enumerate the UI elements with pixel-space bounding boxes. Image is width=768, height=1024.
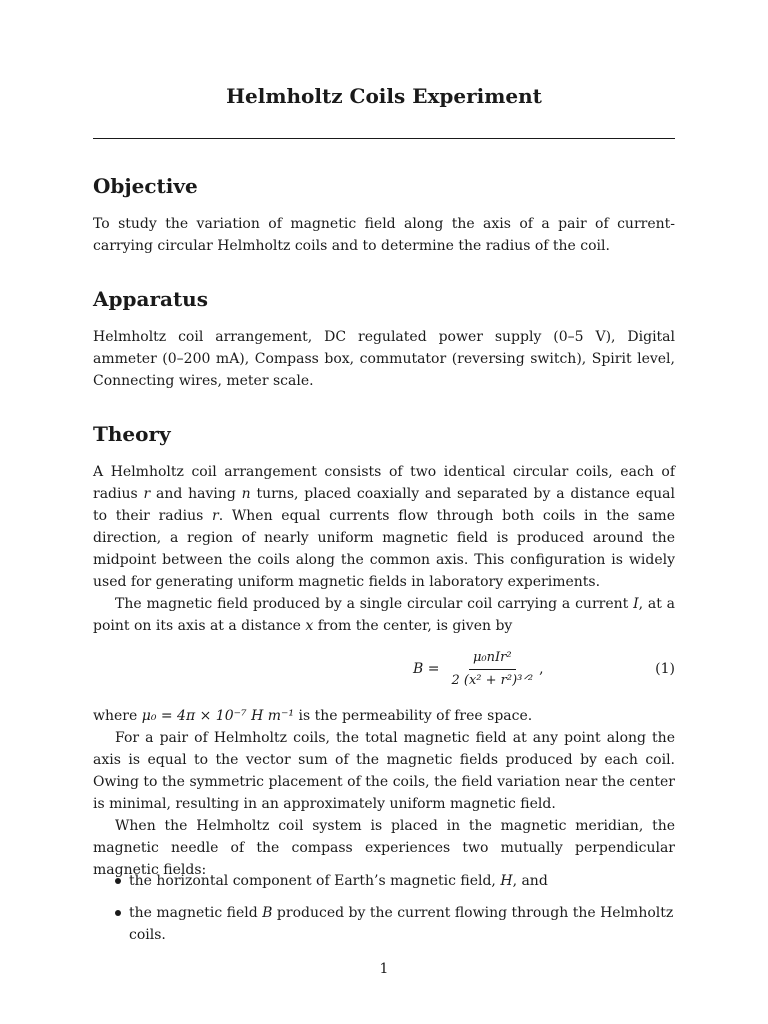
field-list	[113, 870, 675, 946]
equation-1-body	[413, 646, 544, 692]
theory-p2-text-c: from the center, is given by	[313, 618, 513, 634]
page-number: 1	[379, 961, 389, 977]
symbol-x: x	[305, 618, 314, 634]
list-item-text-a: the horizontal component of Earth’s magnetic field,	[129, 873, 501, 889]
equation-1-numerator: μ₀nIr²	[469, 649, 516, 670]
list-item-text-b: produced by the current flowing through the Helmholtz coils.	[129, 905, 674, 943]
bullet-icon	[115, 910, 121, 916]
objective-text: To study the variation of magnetic field along the axis of a pair of current-carrying circular Helmholtz coils and to determine the radius of the coil.	[93, 216, 675, 254]
theory-paragraph-3	[93, 705, 675, 727]
equation-1-number: (1)	[655, 661, 675, 677]
equation-1-trailing-comma: ,	[539, 661, 544, 677]
equation-1-denominator: 2 (x² + r²)³ᐟ²	[451, 672, 534, 688]
theory-p2-text-a: The magnetic field produced by a single circular coil carrying a current	[115, 596, 634, 612]
theory-paragraph-1	[93, 461, 675, 593]
equation-1-lhs: B =	[413, 661, 440, 677]
list-item-text-b: , and	[512, 873, 548, 889]
symbol-r-2: r	[212, 508, 219, 524]
symbol-B: B	[262, 905, 273, 921]
list-item	[113, 870, 675, 892]
theory-heading: Theory	[93, 422, 171, 446]
symbol-I: I	[633, 596, 639, 612]
objective-heading: Objective	[93, 174, 198, 198]
theory-p1-text-b: and having	[150, 486, 242, 502]
bullet-icon	[115, 878, 121, 884]
theory-p3-text-a: where	[93, 708, 142, 724]
theory-p3-text-b: is the permeability of free space.	[294, 708, 533, 724]
symbol-n: n	[241, 486, 251, 502]
symbol-H: H	[500, 873, 513, 889]
title-rule	[93, 138, 675, 139]
theory-p1-text-c: turns, placed coaxially and separated by a distance equal to their radius	[93, 486, 675, 524]
permeability-expression: μ₀ = 4π × 10⁻⁷ H m⁻¹	[141, 708, 295, 724]
equation-1-fraction	[447, 649, 537, 690]
apparatus-text: Helmholtz coil arrangement, DC regulated power supply (0–5 V), Digital ammeter (0–200 mA), Compass box, commutator (reversing switch), Spirit level, Connecting wires, meter scale.	[93, 329, 675, 389]
theory-paragraph-4: For a pair of Helmholtz coils, the total magnetic field at any point along the axis is equal to the vector sum of the magnetic fields produced by each coil. Owing to the symmetric placement of the coils, the field variation near the center is minimal, resulting in an approximately uniform magnetic field.	[93, 730, 675, 812]
equation-1	[93, 646, 675, 692]
theory-paragraph-2	[93, 593, 675, 637]
list-item-text-a: the magnetic field	[129, 905, 263, 921]
symbol-r: r	[143, 486, 151, 502]
document-title: Helmholtz Coils Experiment	[226, 84, 542, 108]
theory-paragraph-5: When the Helmholtz coil system is placed in the magnetic meridian, the magnetic needle of the compass experiences two mutually perpendicular magnetic fields:	[93, 818, 675, 878]
list-item	[113, 902, 675, 946]
theory-p2-text-b: , at a point on its axis at a distance	[93, 596, 675, 634]
theory-p1-text-a: A Helmholtz coil arrangement consists of two identical circular coils, each of radius	[93, 464, 675, 502]
theory-p1-text-d: . When equal currents flow through both coils in the same direction, a region of nearly uniform magnetic field is produced around the midpoint between the coils along the common axis. This configuration is widely used for generating uniform magnetic fields in laboratory experiments.	[93, 508, 675, 590]
apparatus-heading: Apparatus	[93, 287, 208, 311]
